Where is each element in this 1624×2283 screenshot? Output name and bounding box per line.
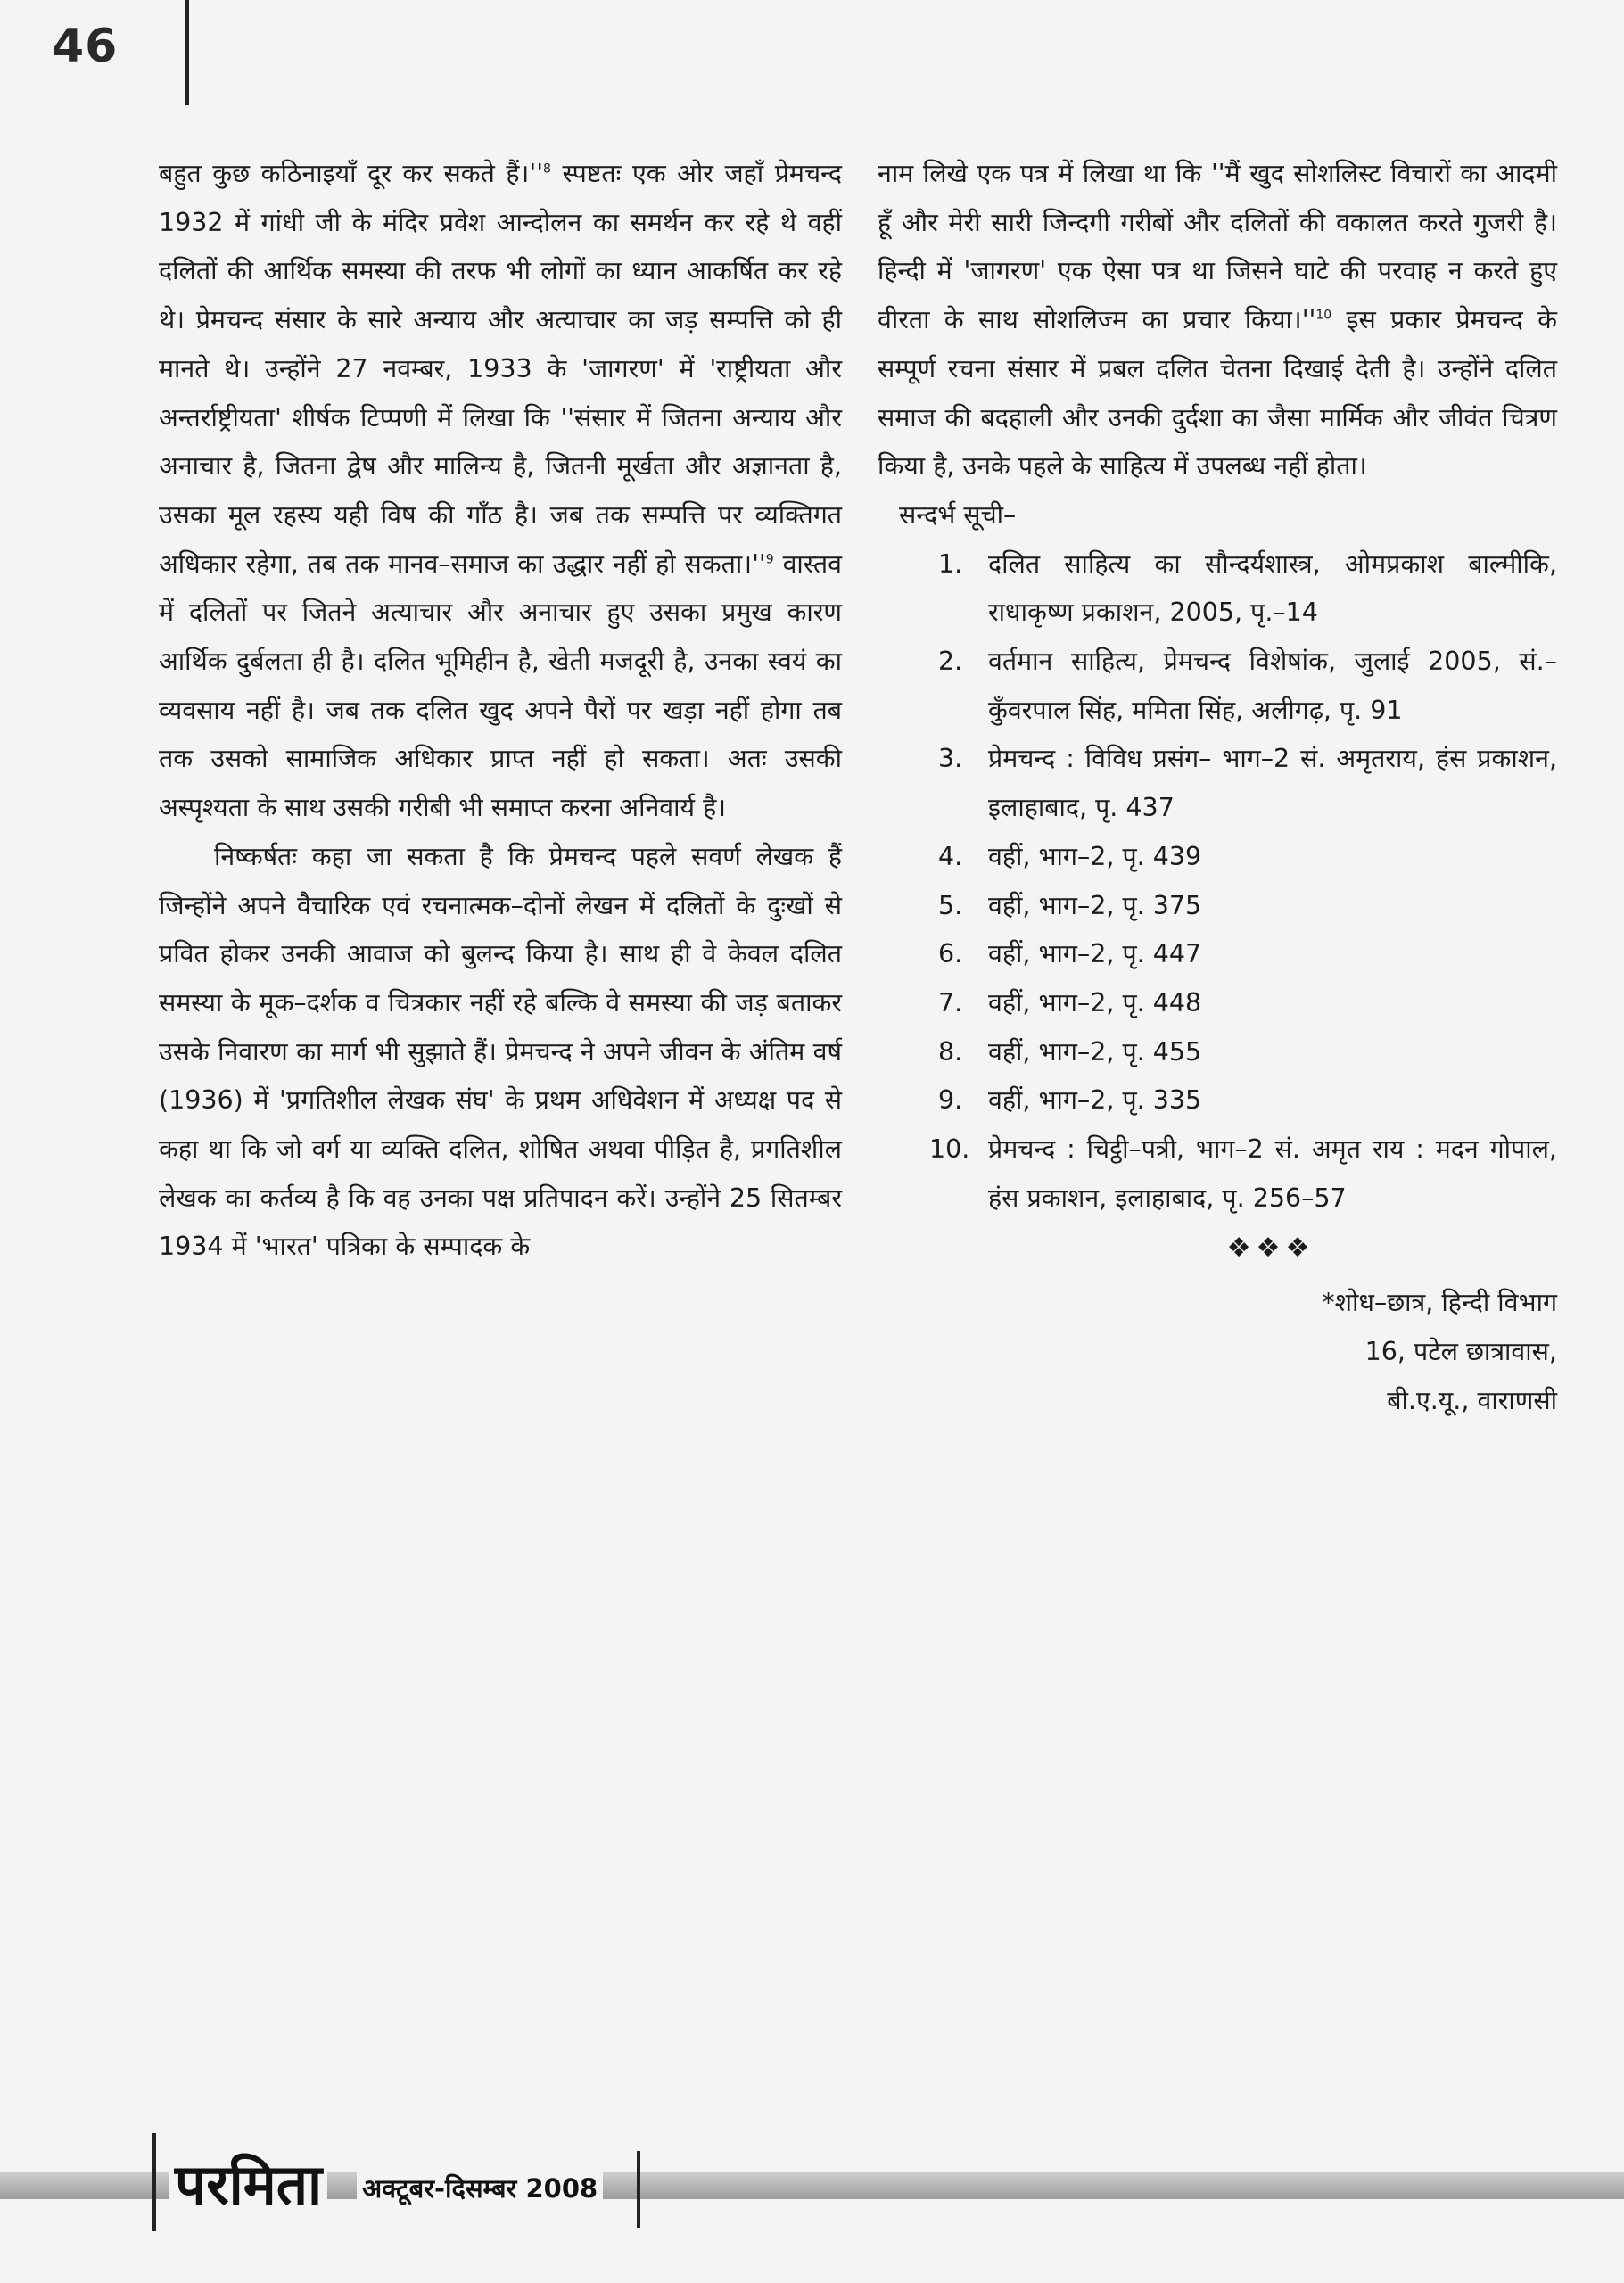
reference-item: 7. वहीं, भाग–2, पृ. 448 [938,987,1202,1018]
reference-item: 8. वहीं, भाग–2, पृ. 455 [938,1036,1202,1067]
footer-rule-left [152,2133,156,2231]
author-affiliation [878,1279,1557,1425]
footnote-ref-9: 9 [765,552,774,567]
left-paragraph-2: निष्कर्षतः कहा जा सकता है कि प्रेमचन्द पहले सवर्ण लेखक हैं जिन्होंने अपने वैचारिक एवं रचनात्मक–दोनों लेखन में दलितों के दुःखों से प्रवित होकर उनकी आवाज को बुलन्द किया है। साथ ही वे केवल दलित समस्या के मूक–दर्शक व चित्रकार नहीं रहे बल्कि वे समस्या की जड़ बताकर उसके निवारण का मार्ग भी सुझाते हैं। प्रेमचन्द ने अपने जीवन के अंतिम वर्ष (1936) में 'प्रगतिशील लेखक संघ' के प्रथम अधिवेशन में अध्यक्ष पद से कहा था कि जो वर्ग या व्यक्ति दलित, शोषित अथवा पीड़ित है, प्रगतिशील लेखक का कर्तव्य है कि वह उनका पक्ष प्रतिपादन करें। उन्होंने 25 सितम्बर 1934 में 'भारत' पत्रिका के सम्पादक के [159,841,842,1262]
affiliation-line: *शोध–छात्र, हिन्दी विभाग [1322,1288,1557,1318]
affiliation-line: बी.ए.यू., वाराणसी [1387,1385,1557,1415]
section-end-ornament: ❖❖❖ [1226,1232,1315,1265]
left-column [159,150,842,1272]
reference-item: 1. दलित साहित्य का सौन्दर्यशास्त्र, ओमप्रकाश बाल्मीकि, राधाकृष्ण प्रकाशन, 2005, पृ.–14 [938,548,1557,628]
reference-item: 5. वहीं, भाग–2, पृ. 375 [938,890,1202,920]
magazine-title: परमिता [169,2146,327,2221]
footer-rule-right [637,2151,640,2228]
reference-item: 9. वहीं, भाग–2, पृ. 335 [938,1085,1202,1116]
footnote-ref-10: 10 [1315,308,1332,323]
affiliation-line: 16, पटेल छात्रावास, [1364,1336,1557,1366]
issue-date: अक्टूबर-दिसम्बर 2008 [357,2171,603,2205]
right-paragraph-1: नाम लिखे एक पत्र में लिखा था कि ''मैं खुद सोशलिस्ट विचारों का आदमी हूँ और मेरी सारी जिन्दगी गरीबों और दलितों की वकालत करते गुजरी है। हिन्दी में 'जागरण' एक ऐसा पत्र था जिसने घाटे की परवाह न करते हुए वीरता के साथ सोशलिज्म का प्रचार $किया।''^{10}$ इस प्रकार प्रेमचन्द के सम्पूर्ण रचना संसार में प्रबल दलित चेतना दिखाई देती है। उन्होंने दलित समाज की बदहाली और उनकी दुर्दशा का जैसा मार्मिक और जीवंत चित्रण किया है, उनके पहले के साहित्य में उपलब्ध नहीं होता। [878,159,1557,482]
reference-item: 3. प्रेमचन्द : विविध प्रसंग– भाग–2 सं. अमृतराय, हंस प्रकाशन, इलाहाबाद, पृ. 437 [938,744,1557,823]
page-number: 46 [52,20,119,73]
top-rule [185,0,189,105]
reference-item: 4. वहीं, भाग–2, पृ. 439 [938,841,1202,871]
page-footer [0,2133,1624,2240]
reference-item: 6. वहीं, भाग–2, पृ. 447 [938,939,1202,969]
reference-item: 2. वर्तमान साहित्य, प्रेमचन्द विशेषांक, जुलाई 2005, सं.–कुँवरपाल सिंह, ममिता सिंह, अलीगढ़, पृ. 91 [938,647,1557,725]
footnote-ref-8: 8 [543,161,551,177]
left-paragraph-1: बहुत कुछ कठिनाइयाँ दूर कर सकते $हैं।''^8$ स्पष्टतः एक ओर जहाँ प्रेमचन्द 1932 में गांधी जी के मंदिर प्रवेश आन्दोलन का समर्थन कर रहे थे वहीं दलितों की आर्थिक समस्या की तरफ भी लोगों का ध्यान आकर्षित कर रहे थे। प्रेमचन्द संसार के सारे अन्याय और अत्याचार का जड़ सम्पत्ति को ही मानते थे। उन्होंने 27 नवम्बर, 1933 के 'जागरण' में 'राष्ट्रीयता और अन्तर्राष्ट्रीयता' शीर्षक टिप्पणी में लिखा कि ''संसार में जितना अन्याय और अनाचार है, जितना द्वेष और मालिन्य है, जितनी मूर्खता और अज्ञानता है, उसका मूल रहस्य यही विष की गाँठ है। जब तक सम्पत्ति पर व्यक्तिगत अधिकार रहेगा, तब तक मानव–समाज का उद्धार नहीं हो $सकता।''^9$ वास्तव में दलितों पर जितने अत्याचार और अनाचार हुए उसका प्रमुख कारण आर्थिक दुर्बलता ही है। दलित भूमिहीन है, खेती मजदूरी है, उनका स्वयं का व्यवसाय नहीं है। जब तक दलित खुद अपने पैरों पर खड़ा नहीं होगा तब तक उसको सामाजिक अधिकार प्राप्त नहीं हो सकता। अतः उसकी अस्पृश्यता के साथ उसकी गरीबी भी समाप्त करना अनिवार्य है। [159,159,842,823]
references-list [878,540,1557,1224]
reference-item: 10. प्रेमचन्द : चिट्ठी–पत्री, भाग–2 सं. अमृत राय : मदन गोपाल, हंस प्रकाशन, इलाहाबाद, पृ. 256–57 [929,1134,1557,1213]
right-column [878,150,1557,1425]
references-heading: सन्दर्भ सूची– [899,499,1017,530]
